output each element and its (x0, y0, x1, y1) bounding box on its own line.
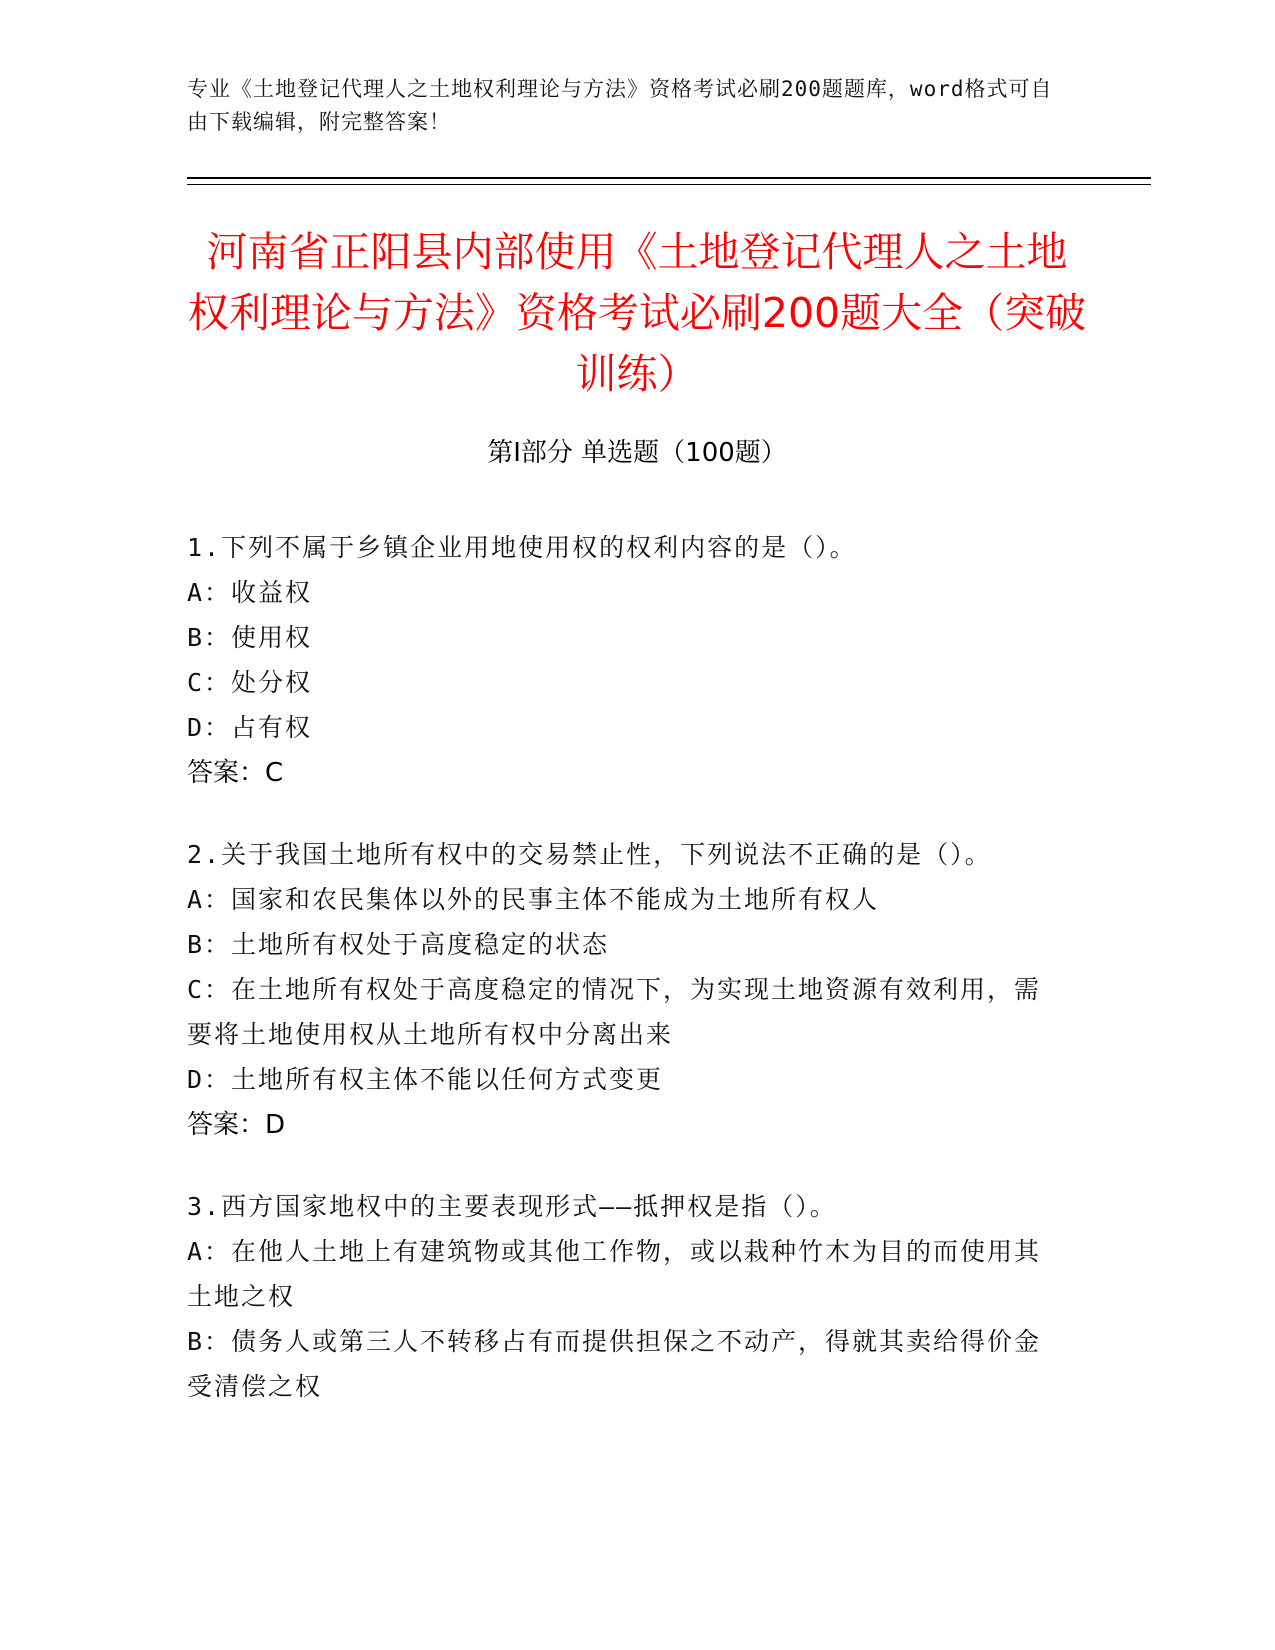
question-1 (187, 525, 1067, 796)
question-3 (187, 1184, 1067, 1409)
question-stem: 1.下列不属于乡镇企业用地使用权的权利内容的是（）。 (187, 533, 857, 562)
option-b: B：土地所有权处于高度稳定的状态 (187, 930, 610, 959)
option-a: A：在他人土地上有建筑物或其他工作物，或以栽种竹木为目的而使用其土地之权 (187, 1237, 1042, 1311)
header-divider-thick (187, 177, 1151, 179)
part-heading: 第Ⅰ部分 单选题（100题） (487, 438, 787, 468)
header-divider-thin (187, 184, 1151, 185)
answer: 答案：D (187, 1110, 286, 1140)
answer: 答案：C (187, 758, 284, 788)
question-stem: 3.西方国家地权中的主要表现形式——抵押权是指（）。 (187, 1192, 837, 1221)
question-2 (187, 832, 1067, 1148)
option-a: A：国家和农民集体以外的民事主体不能成为土地所有权人 (187, 885, 880, 914)
option-a: A：收益权 (187, 578, 313, 607)
document-title: 河南省正阳县内部使用《土地登记代理人之土地权利理论与方法》资格考试必刷200题大全（突破训练） (187, 228, 1087, 398)
option-b: B：使用权 (187, 623, 313, 652)
option-d: D：占有权 (187, 713, 313, 742)
option-c: C：在土地所有权处于高度稳定的情况下，为实现土地资源有效利用，需要将土地使用权从土地所有权中分离出来 (187, 975, 1042, 1049)
header-note: 专业《土地登记代理人之土地权利理论与方法》资格考试必刷200题题库，word格式可自由下载编辑，附完整答案！ (187, 77, 1053, 134)
option-c: C：处分权 (187, 668, 313, 697)
option-b: B：债务人或第三人不转移占有而提供担保之不动产，得就其卖给得价金受清偿之权 (187, 1327, 1042, 1401)
question-list (187, 525, 1067, 1445)
option-d: D：土地所有权主体不能以任何方式变更 (187, 1065, 664, 1094)
question-stem: 2.关于我国土地所有权中的交易禁止性，下列说法不正确的是（）。 (187, 840, 992, 869)
